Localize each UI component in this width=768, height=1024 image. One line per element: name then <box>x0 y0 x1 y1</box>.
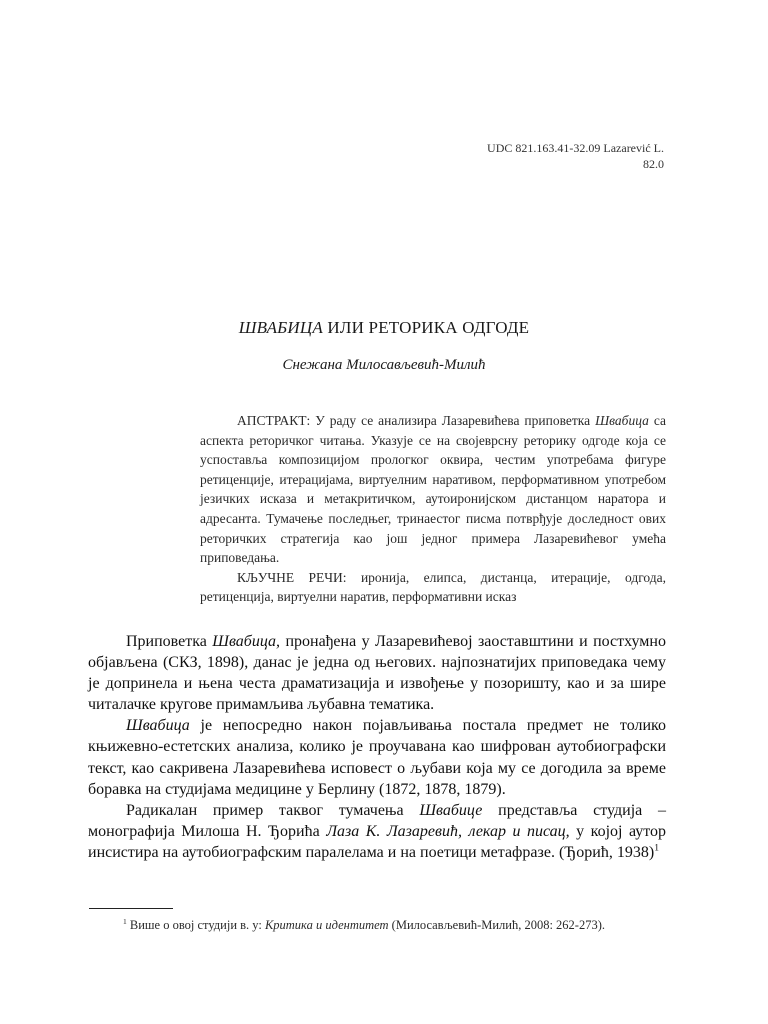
paragraph-2 <box>88 715 666 799</box>
footnote <box>89 916 666 934</box>
footnote-1 <box>89 916 666 934</box>
footnote-number: 1 <box>123 916 127 926</box>
p2-italic: Швабица <box>126 717 190 735</box>
abstract-block <box>200 411 666 607</box>
udc-classification <box>487 140 664 172</box>
footnote-ref[interactable]: 1 <box>654 842 659 854</box>
abstract-text-rest: са аспекта реторичког читања. Указује се на својеврсну реторику одгоде која се успоставља композицијом прологког оквира, честим употребама фигуре ретиценције, итерацијама, виртуелним наративом, перформативном употребом језичких исказа и метакритичком, аутоиронијском дистанцом наратора и адресанта. Тумачење последњег, тринаестог писма потврђује доследност ових реторичких стратегија као још једног примера Лазаревићевог умећа приповедања. <box>200 413 666 566</box>
article-title <box>0 318 768 338</box>
footnote-text-b: (Милосављевић-Милић, 2008: 262-273). <box>388 918 606 932</box>
p1-italic: Швабица, <box>212 633 281 650</box>
footnote-text-a: Више о овој студији в. у: <box>126 918 265 932</box>
footnote-separator <box>89 908 173 909</box>
footnote-italic: Критика и идентитет <box>264 918 389 932</box>
p3-text-b: представља студија – монографија Милоша Н. Ђорића <box>88 801 666 840</box>
title-rest: ИЛИ РЕТОРИКА ОДГОДЕ <box>322 318 530 337</box>
p3-italic-2: Лаза К. Лазаревић, лекар и писац, <box>326 822 570 840</box>
author-name: Снежана Милосављевић-Милић <box>282 357 486 373</box>
abstract-paragraph <box>200 411 666 568</box>
paragraph-1 <box>88 631 666 715</box>
p1-text-a: Приповетка <box>126 633 213 650</box>
p1-text-b: пронађена у Лазаревићевој заоставштини и постхумно објављена (СКЗ, 1898), данас је једна од његових. најпознатијих приповедака чему је допринела и њена честа драматизација и извођење у позоришту, као и за шире читалачке кругове примамљива љубавна тематика. <box>88 633 666 714</box>
p3-text-a: Радикалан пример таквог тумачења <box>126 801 420 819</box>
p2-text: је непосредно након појављивања постала предмет не толико књижевно-естетских анализа, колико је проучавана као шифрован аутобиографски текст, као сакривена Лазаревићева исповест о љубави која му се догодила за време боравка на студијама медицине у Берлину (1872, 1878, 1879). <box>88 717 666 798</box>
keywords: КЉУЧНЕ РЕЧИ: иронија, елипса, дистанца, итерације, одгода, ретиценција, виртуелни наратив, перформативни исказ <box>200 569 666 605</box>
udc-line-2: 82.0 <box>643 157 664 171</box>
udc-line-1: UDC 821.163.41-32.09 Lazarević L. <box>487 141 664 155</box>
abstract-italic: Швабица <box>595 413 649 428</box>
title-italic: ШВАБИЦА <box>238 318 323 337</box>
p3-italic-1: Швабице <box>419 801 483 819</box>
body-text <box>88 631 666 863</box>
paragraph-3 <box>88 800 666 863</box>
p3-text-c: у којој аутор инсистира на аутобиографским паралелама и на поетици метафразе. (Ђорић, 1938) <box>88 822 667 861</box>
abstract-text: АПСТРАКТ: У раду се анализира Лазаревићева приповетка <box>237 413 596 428</box>
